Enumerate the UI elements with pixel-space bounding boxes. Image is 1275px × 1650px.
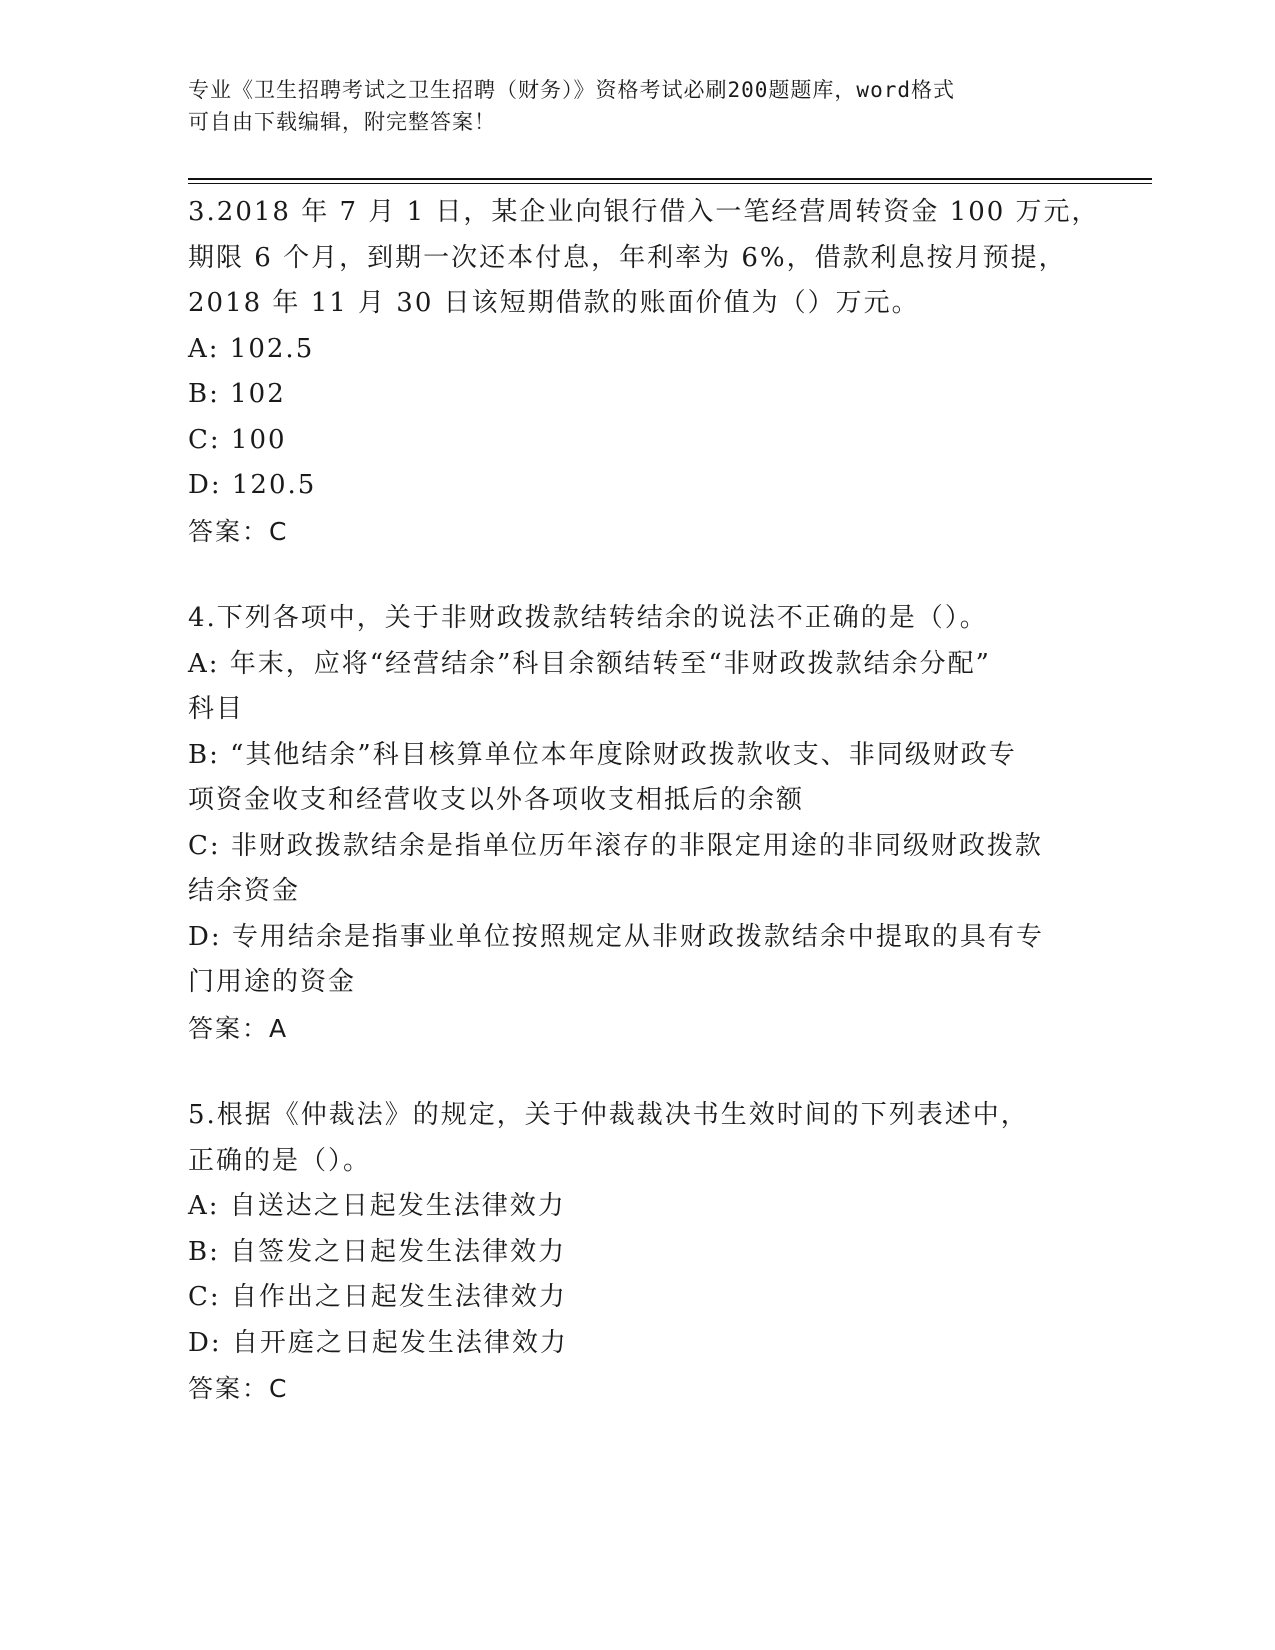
option-d: D: 自开庭之日起发生法律效力 [188, 1327, 568, 1358]
option-d-continued: 门用途的资金 [188, 967, 357, 997]
header-divider-thick [188, 178, 1152, 180]
answer-label: 答案：C [188, 516, 289, 546]
header-line-2: 可自由下载编辑，附完整答案！ [188, 110, 496, 134]
question-list [188, 190, 1100, 1412]
option-d: D: 专用结余是指事业单位按照规定从非财政拨款结余中提取的具有专 [188, 921, 1044, 952]
option-b-continued: 项资金收支和经营收支以外各项收支相抵后的余额 [188, 785, 805, 815]
question-stem-line: 2018 年 11 月 30 日该短期借款的账面价值为（）万元。 [188, 288, 920, 318]
document-header [188, 74, 1088, 138]
option-a: A: 102.5 [188, 333, 315, 364]
question-stem-line: 期限 6 个月，到期一次还本付息，年利率为 6%，借款利息按月预提， [188, 242, 1067, 273]
question-stem-line: 3.2018 年 7 月 1 日，某企业向银行借入一笔经营周转资金 100 万元， [188, 197, 1100, 227]
option-c: C: 自作出之日起发生法律效力 [188, 1282, 567, 1312]
question-block [188, 1093, 1088, 1412]
answer-label: 答案：C [188, 1374, 289, 1403]
option-c-continued: 结余资金 [188, 876, 301, 906]
option-d: D: 120.5 [188, 470, 317, 500]
question-block [188, 190, 1100, 554]
question-spacer [188, 1051, 1088, 1093]
question-stem-line: 4.下列各项中，关于非财政拨款结转结余的说法不正确的是（）。 [188, 603, 988, 633]
answer-label: 答案：A [188, 1013, 289, 1043]
question-stem-line: 正确的是（）。 [188, 1145, 372, 1176]
option-a: A: 年末，应将“经营结余”科目余额结转至“非财政拨款结余分配” [188, 648, 991, 679]
header-line-1: 专业《卫生招聘考试之卫生招聘（财务）》资格考试必刷200题题库，word格式 [188, 78, 955, 102]
option-c: C: 100 [188, 424, 287, 455]
option-c: C: 非财政拨款结余是指单位历年滚存的非限定用途的非同级财政拨款 [188, 830, 1043, 861]
option-b: B: “其他结余”科目核算单位本年度除财政拨款收支、非同级财政专 [188, 739, 1017, 770]
option-b: B: 102 [188, 379, 286, 409]
option-a-continued: 科目 [188, 694, 245, 724]
question-block [188, 596, 1088, 1051]
header-divider-thin [188, 183, 1152, 184]
option-b: B: 自签发之日起发生法律效力 [188, 1236, 567, 1267]
question-spacer [188, 554, 1088, 596]
option-a: A: 自送达之日起发生法律效力 [188, 1191, 566, 1221]
question-stem-line: 5.根据《仲裁法》的规定，关于仲裁裁决书生效时间的下列表述中， [188, 1100, 1029, 1130]
